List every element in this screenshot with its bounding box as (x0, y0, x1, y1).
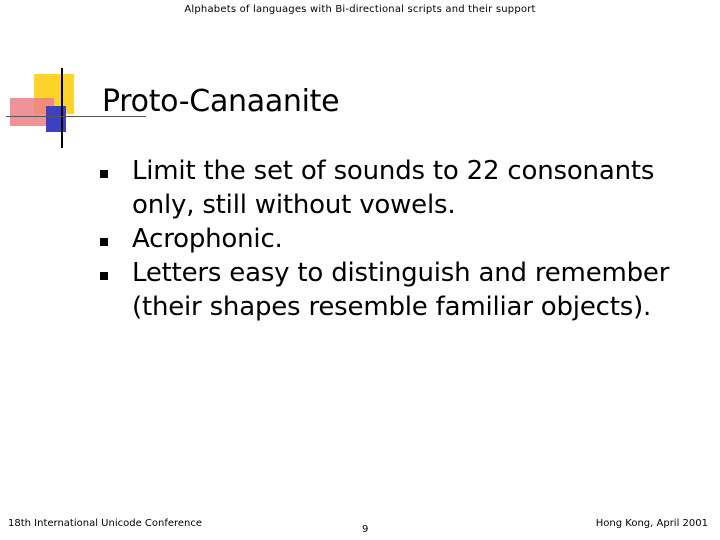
square-bullet-icon (100, 238, 108, 246)
square-bullet-icon (100, 170, 108, 178)
slide-title: Proto-Canaanite (102, 84, 340, 119)
decorative-logo (0, 0, 110, 150)
bullet-text: Letters easy to distinguish and remember (their shapes resemble familiar objects). (132, 258, 670, 322)
bullet-item (92, 222, 692, 256)
bullet-text: Limit the set of sounds to 22 consonants only, still without vowels. (132, 156, 655, 220)
page-number: 9 (362, 524, 369, 535)
slide-header: Alphabets of languages with Bi-directional scripts and their support (184, 4, 536, 15)
logo-vertical-line (61, 68, 63, 148)
bullet-list (92, 154, 692, 324)
footer-conference: 18th International Unicode Conference (8, 518, 203, 529)
footer-location-date: Hong Kong, April 2001 (595, 518, 708, 529)
logo-blue-square (46, 106, 66, 132)
bullet-text: Acrophonic. (132, 224, 283, 254)
square-bullet-icon (100, 272, 108, 280)
bullet-item (92, 154, 692, 222)
bullet-item (92, 256, 692, 324)
